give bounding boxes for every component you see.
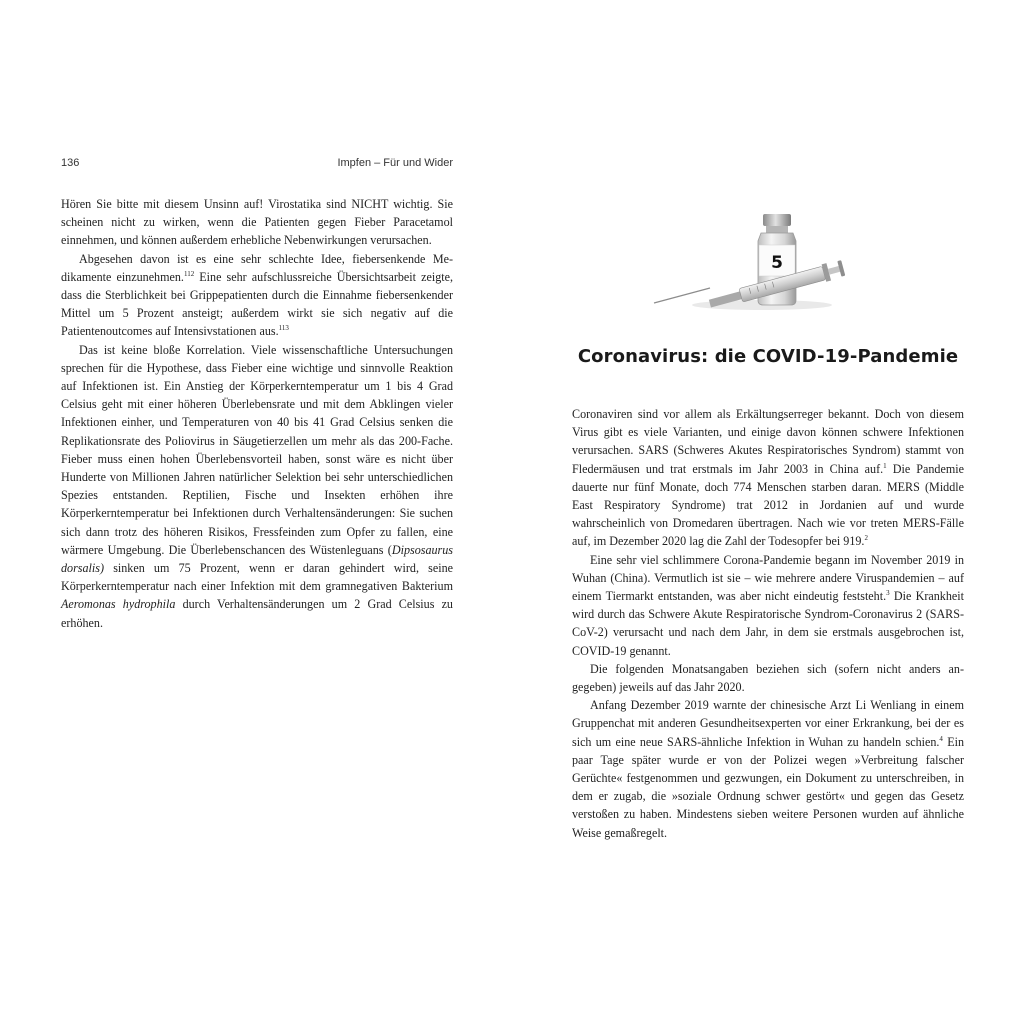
footnote-ref: 4: [939, 734, 943, 743]
paragraph: [61, 195, 453, 250]
italic-term: Aeromonas hydrophila: [61, 597, 176, 612]
text-run: Die Krankheit wird durch das Schwere Akute Respiratorische Syndrom-Coronavirus 2 (SARS-CoV-2) verursacht und nach dem Jahr, in dem sie erstmals ausgebrochen ist, COVID-19 genannt.: [572, 589, 964, 658]
text-run: Anfang Dezember 2019 warnte der chinesische Arzt Li Wenliang in einem Gruppenchat mit anderen Gesundheitsexperten vor einer Erkrankung, bei der es sich um eine neue SARS-ähnliche Infektion in Wuhan zu handeln schien.: [572, 698, 964, 749]
paragraph: [572, 660, 964, 696]
right-page: [512, 0, 1024, 1024]
text-run: durch Verhaltensänderungen um 2 Grad Celsius zu erhöhen.: [61, 597, 453, 630]
vial-label-number: 5: [771, 253, 783, 273]
footnote-ref: 2: [864, 534, 868, 543]
section-heading: Coronavirus: die COVID-19-Pandemie: [577, 346, 959, 367]
footnote-ref: 1: [883, 461, 887, 470]
right-body-text: [572, 405, 964, 842]
paragraph: [572, 405, 964, 551]
text-run: Abgesehen davon ist es eine sehr schlechte Idee, fiebersenkende Medikamente einzunehmen.: [61, 251, 453, 284]
footnote-ref: 113: [278, 324, 289, 333]
text-run: Die folgenden Monatsangaben beziehen sich (sofern nicht anders angegeben) jeweils auf das Jahr 2020.: [572, 661, 964, 695]
paragraph: [61, 341, 453, 632]
text-run: sinken um 75 Prozent, wenn er daran gehindert wird, seine Körperkerntemperatur nach einer Infektion mit dem gramnegativen Bakterium: [61, 561, 453, 594]
footnote-ref: 112: [183, 269, 195, 278]
text-run: Coronaviren sind vor allem als Erkältungserreger bekannt. Doch von diesem Virus gibt es viele Varianten, und einige davon können schwere Infektionen verursachen. SARS (Schweres Akutes Respiratorisches Syndrom) stammt von Fledermäusen und trat erstmals im Jahr 2003 in China auf.: [572, 407, 964, 476]
left-body-text: [61, 195, 453, 632]
page-number: 136: [61, 157, 80, 169]
paragraph: [572, 551, 964, 660]
vaccine-vial-syringe-image: [642, 208, 852, 318]
chapter-title: Impfen – Für und Wider: [337, 157, 453, 169]
paragraph: [61, 250, 453, 341]
text-run: Eine sehr aufschlussreiche Übersichtsarbeit zeigte, dass die Sterblichkeit bei Grippepatienten durch die Einnahme fiebersenkender Mittel um 5 Prozent ansteigt; außerdem wirkt sie sich negativ auf die Patientenoutcomes auf Intensivstationen aus.: [61, 269, 453, 339]
italic-term: Dipsosaurus dorsalis): [61, 542, 453, 576]
text-run: Das ist keine bloße Korrelation. Viele wissenschaftliche Untersuchungen sprechen für die Hypothese, dass Fieber eine wichtige und sinnvolle Reaktion auf Infektionen ist. Ein Anstieg der Körperkerntemperatur um 1 bis 4 Grad Celsius geht mit einer höheren Überlebensrate und mit dem Abklingen vieler Infektionen einher, und Temperaturen von 40 bis 41 Grad Celsius senken die Replikationsrate des Poliovirus in Säugetierzellen um mehr als das 200-Fache. Fieber muss einen hohen Überlebensvorteil haben, sonst wäre es nicht über Hunderte von Millionen Jahren natürlicher Selektion bei sehr unterschiedlichen Spezies entstanden. Reptilien, Fische und Insekten erhöhen ihre Körperkerntemperatur bei Infektionen durch Verhaltensänderungen: Sie suchen sich dann trotz des höheren Risikos, Fressfeinden zum Opfer zu fallen, eine wärmere Umgebung. Die Überlebenschancen des Wüstenleguans (: [61, 342, 453, 557]
footnote-ref: 3: [886, 589, 890, 598]
text-run: Eine sehr viel schlimmere Corona-Pandemie begann im November 2019 in Wuhan (China). Vermutlich ist sie – wie mehrere andere Viruspandemien – auf einem Tiermarkt entstanden, was aber nicht eindeutig feststeht.: [572, 552, 964, 604]
text-run: Hören Sie bitte mit diesem Unsinn auf! Virostatika sind NICHT wichtig. Sie scheinen nicht zu wirken, wenn die Patienten gegen Fieber Paracetamol einnehmen, und können außerdem erhebliche Nebenwirkungen verursachen.: [61, 197, 453, 248]
text-run: Ein paar Tage später wurde er von der Polizei wegen »Verbreitung falscher Gerüchte« festgenommen und gezwungen, ein Dokument zu unterschreiben, in dem er zugab, die »soziale Ordnung schwer gestört« und gegen das Gesetz verstoßen zu haben. Mindestens sieben weitere Personen wurden auf ähnliche Weise gemaßregelt.: [572, 734, 964, 840]
running-head: [61, 157, 453, 175]
paragraph: [572, 696, 964, 842]
text-run: Die Pandemie dauerte nur fünf Monate, doch 774 Menschen starben daran. MERS (Middle East Respiratory Syndrome) trat 2012 in Jordanien auf und wurde wahrscheinlich von Dromedaren übertragen. Nach wie vor treten MERS-Fälle auf, im Dezember 2020 lag die Zahl der Todesopfer bei 919.: [572, 461, 964, 549]
